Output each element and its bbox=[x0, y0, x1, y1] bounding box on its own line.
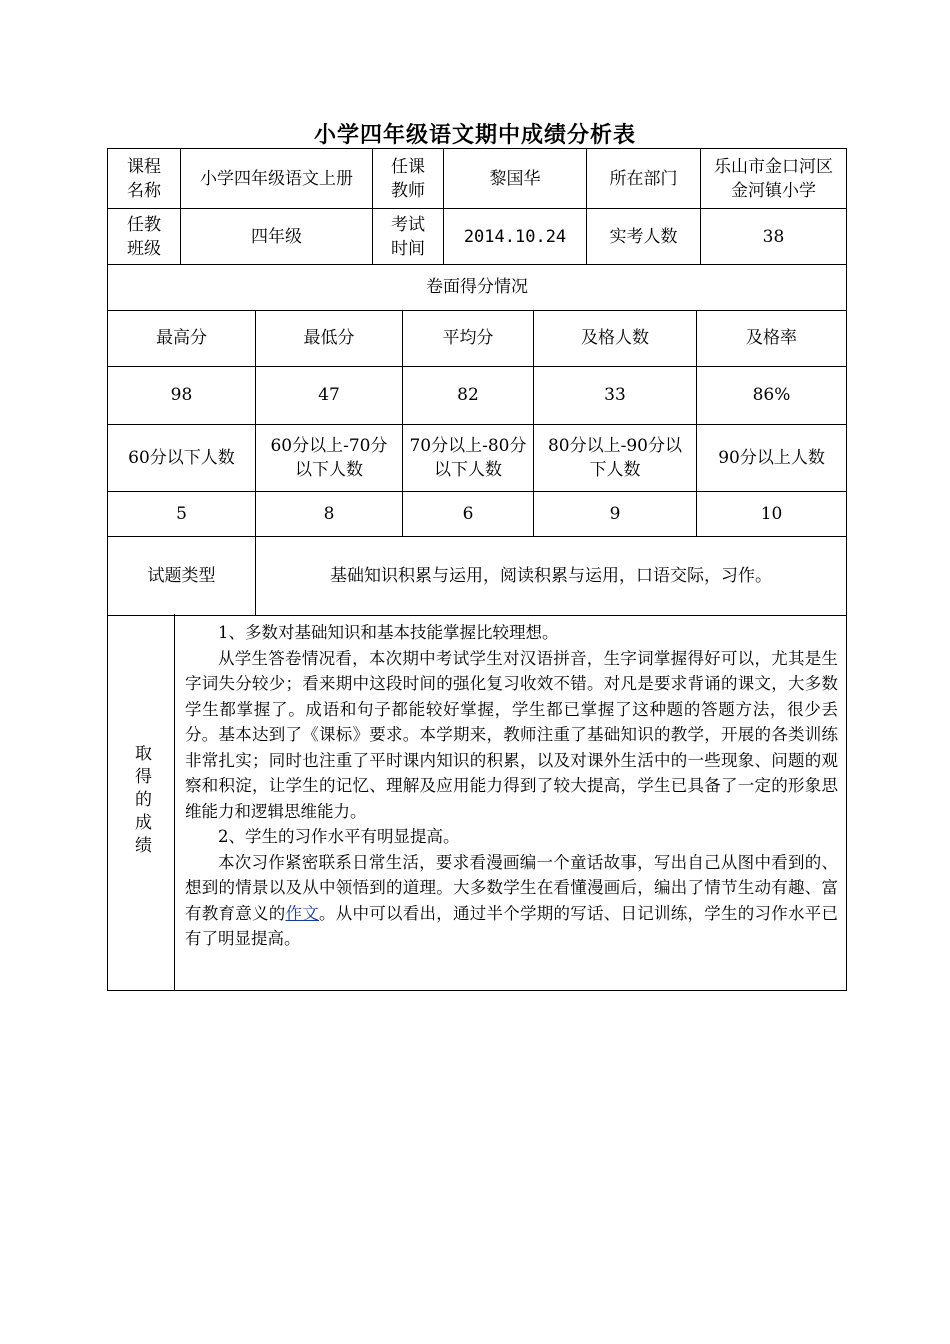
detail-2-text-a: 本次习作紧密联系日常生活，要求看漫画编一个童话故事，写出自己从图中看到的、想到的情景以及从中领悟到的道理。大多数学生在看懂漫画后，编出了情节生动有趣、富有教育意义的 bbox=[185, 852, 838, 923]
dept-label: 所在部门 bbox=[587, 149, 701, 209]
dist-header: 70分以上-80分以下人数 bbox=[403, 424, 534, 491]
count-label: 实考人数 bbox=[587, 209, 701, 265]
stat-value: 47 bbox=[256, 366, 403, 424]
dist-header: 90分以上人数 bbox=[697, 424, 847, 491]
stat-header: 及格率 bbox=[697, 310, 847, 366]
stat-header: 平均分 bbox=[403, 310, 534, 366]
achievement-detail-1: 从学生答卷情况看，本次期中考试学生对汉语拼音，生字词掌握得好可以，尤其是生字词失分较少；看来期中这段时间的强化复习收效不错。对凡是要求背诵的课文，大多数学生都掌握了。成语和句子都能较好掌握，学生都已掌握了这种题的答题方法，很少丢分。基本达到了《课标》要求。本学期来，教师注重了基础知识的教学，开展的各类训练非常扎实；同时也注重了平时课内知识的积累，以及对课外生活中的一些现象、问题的观察和积淀，让学生的记忆、理解及应用能力得到了较大提高，学生已具备了一定的形象思维能力和逻辑思维能力。 bbox=[185, 648, 838, 821]
detail-2-text-b: 。从中可以看出，通过半个学期的写话、日记训练，学生的习作水平已有了明显提高。 bbox=[185, 903, 838, 948]
score-section-heading: 卷面得分情况 bbox=[108, 264, 847, 310]
achievement-detail-2 bbox=[185, 850, 838, 952]
achievements-table bbox=[107, 614, 847, 991]
dist-value: 9 bbox=[534, 491, 697, 536]
teacher-value: 黎国华 bbox=[444, 149, 587, 209]
achievement-point-1: 1、多数对基础知识和基本技能掌握比较理想。 bbox=[218, 623, 559, 642]
stat-header: 最高分 bbox=[108, 310, 256, 366]
dist-value: 8 bbox=[256, 491, 403, 536]
dist-value: 5 bbox=[108, 491, 256, 536]
achievements-body bbox=[175, 614, 847, 990]
achievements-label: 取得的成绩 bbox=[131, 744, 151, 860]
score-table bbox=[107, 264, 847, 616]
achievement-point-2: 2、学生的习作水平有明显提高。 bbox=[218, 827, 460, 846]
question-types-label: 试题类型 bbox=[108, 536, 256, 615]
question-types-value: 基础知识积累与运用，阅读积累与运用，口语交际，习作。 bbox=[256, 536, 847, 615]
composition-link[interactable]: 作文 bbox=[285, 903, 319, 923]
count-value: 38 bbox=[701, 209, 847, 265]
stat-header: 最低分 bbox=[256, 310, 403, 366]
achievements-label-cell bbox=[108, 614, 175, 990]
class-value: 四年级 bbox=[181, 209, 373, 265]
dist-header: 60分以上-70分以下人数 bbox=[256, 424, 403, 491]
stat-value: 82 bbox=[403, 366, 534, 424]
dist-value: 6 bbox=[403, 491, 534, 536]
teacher-label: 任课教师 bbox=[373, 149, 444, 209]
stat-value: 98 bbox=[108, 366, 256, 424]
class-label: 任教班级 bbox=[108, 209, 181, 265]
exam-time-label: 考试时间 bbox=[373, 209, 444, 265]
stat-value: 33 bbox=[534, 366, 697, 424]
info-table bbox=[107, 148, 847, 265]
stat-header: 及格人数 bbox=[534, 310, 697, 366]
exam-time-value: 2014.10.24 bbox=[444, 209, 587, 265]
course-value: 小学四年级语文上册 bbox=[181, 149, 373, 209]
stat-value: 86% bbox=[697, 366, 847, 424]
dist-header: 80分以上-90分以下人数 bbox=[534, 424, 697, 491]
page-title: 小学四年级语文期中成绩分析表 bbox=[313, 122, 636, 148]
dist-value: 10 bbox=[697, 491, 847, 536]
course-label: 课程名称 bbox=[108, 149, 181, 209]
dept-value: 乐山市金口河区金河镇小学 bbox=[701, 149, 847, 209]
dist-header: 60分以下人数 bbox=[108, 424, 256, 491]
